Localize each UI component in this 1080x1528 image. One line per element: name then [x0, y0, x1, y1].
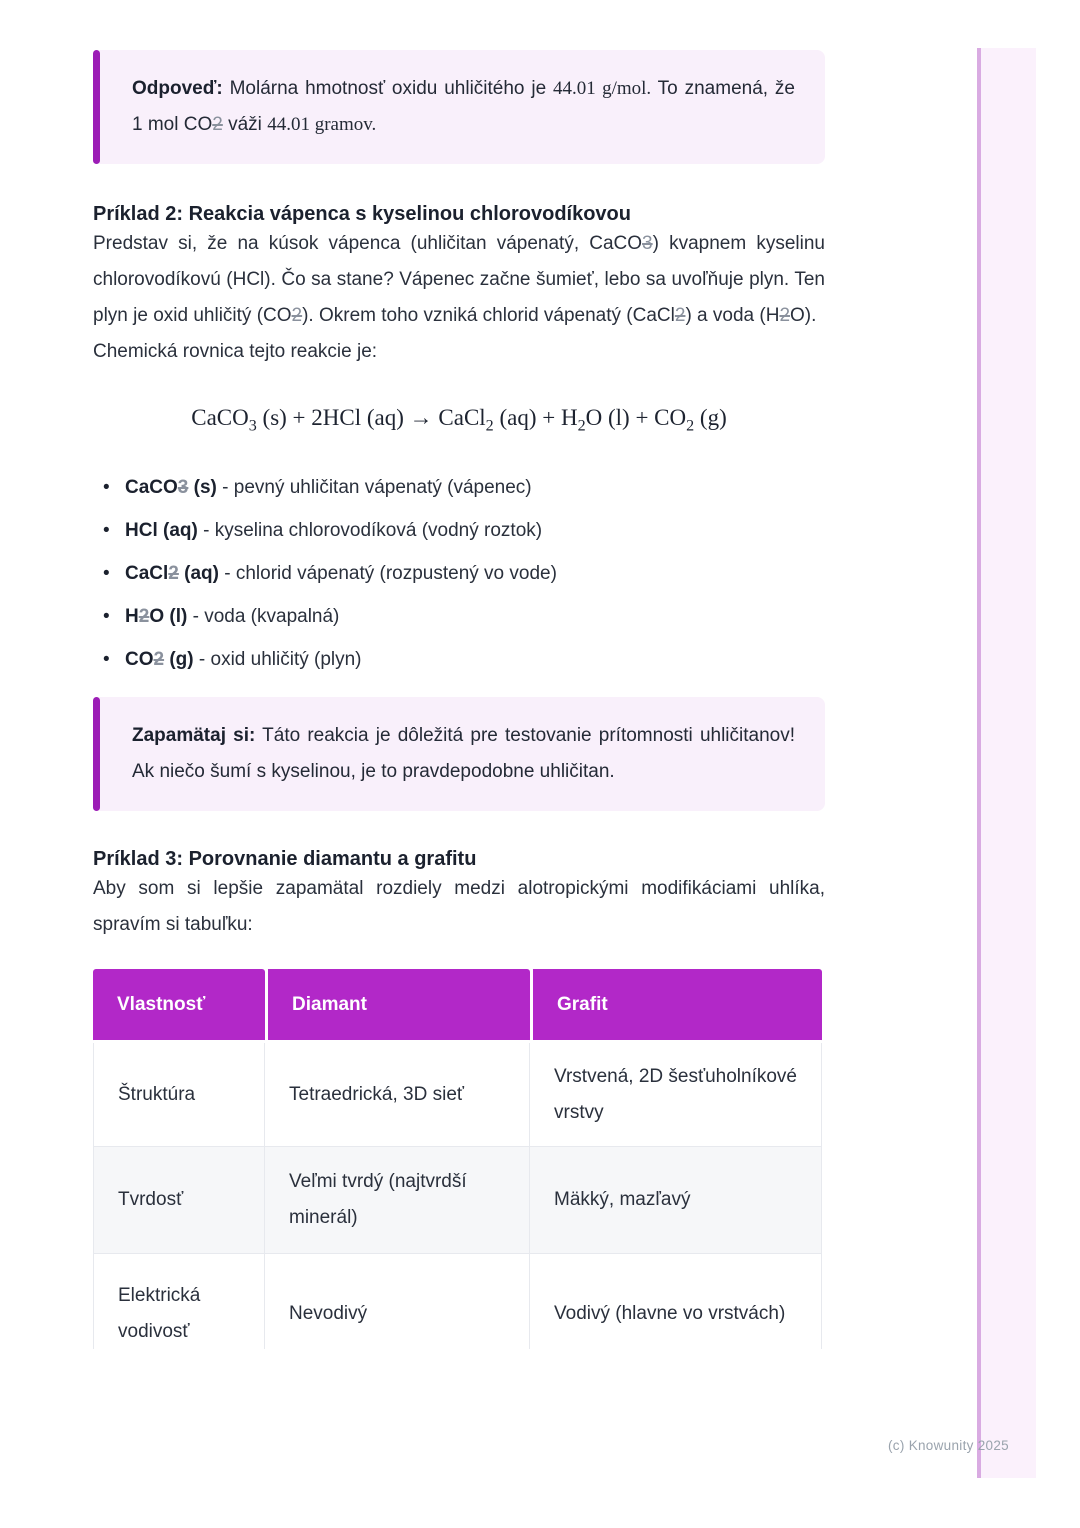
comparison-table [93, 969, 822, 1349]
table-cell: Vrstvená, 2D šesťuholníkové vrstvy [530, 1043, 822, 1147]
decorative-side-strip [977, 48, 1036, 1478]
remember-callout [93, 697, 825, 811]
list-item: • CaCl2 (aq) - chlorid vápenatý (rozpustený vo vode) [93, 560, 825, 588]
paragraph-priklad-2: Predstav si, že na kúsok vápenca (uhličitan vápenatý, CaCO3) kvapnem kyselinu chlorovodíkovú (HCl). Čo sa stane? Vápenec začne šumieť, lebo sa uvoľňuje plyn. Ten plyn je oxid uhličitý (CO2). Okrem toho vzniká chlorid vápenatý (CaCl2) a voda (H2O). [93, 233, 825, 326]
table-cell: Tvrdosť [93, 1147, 265, 1254]
copyright-footer: (c) Knowunity 2025 [888, 1438, 1009, 1453]
table-row [93, 1043, 822, 1147]
table-cell: Elektrická vodivosť [93, 1254, 265, 1349]
callout-accent-bar [93, 50, 100, 164]
remember-callout-text: Zapamätaj si: Táto reakcia je dôležitá pre testovanie prítomnosti uhličitanov! Ak niečo šumí s kyselinou, je to pravdepodobne uhličitan. [132, 725, 795, 782]
table-cell: Vodivý (hlavne vo vrstvách) [530, 1254, 822, 1349]
answer-callout [93, 50, 825, 164]
chemical-terms-list [93, 474, 825, 674]
list-item: • H2O (l) - voda (kvapalná) [93, 603, 825, 631]
table-cell: Nevodivý [265, 1254, 530, 1349]
table-cell: Štruktúra [93, 1043, 265, 1147]
chemical-equation: CaCO$_3$ (s) + 2HCl (aq) → CaCl$_2$ $(aq) + H_2O$ $(l) + CO_2$ (g) [191, 405, 727, 435]
table-cell: Tetraedrická, 3D sieť [265, 1043, 530, 1147]
section-heading-priklad-2: Príklad 2: Reakcia vápenca s kyselinou chlorovodíkovou [93, 203, 631, 225]
callout-accent-bar [93, 697, 100, 811]
table-header-cell: Vlastnosť [93, 969, 265, 1043]
paragraph-priklad-3: Aby som si lepšie zapamätal rozdiely medzi alotropickými modifikáciami uhlíka, spravím si tabuľku: [93, 878, 825, 935]
section-heading-priklad-3: Príklad 3: Porovnanie diamantu a grafitu [93, 848, 477, 870]
table-row [93, 1254, 822, 1349]
list-item: • HCl (aq) - kyselina chlorovodíková (vodný roztok) [93, 517, 825, 545]
table-header-row [93, 969, 822, 1043]
list-item: • CO2 (g) - oxid uhličitý (plyn) [93, 646, 825, 674]
comparison-table-wrap [93, 969, 822, 1349]
table-cell: Veľmi tvrdý (najtvrdší minerál) [265, 1147, 530, 1254]
table-header-cell: Diamant [265, 969, 530, 1043]
document-content [93, 0, 825, 1349]
answer-callout-text: Odpoveď: Molárna hmotnosť oxidu uhličitého je 44.01 g/mol. To znamená, že 1 mol CO2 váži 44.01 gramov. [132, 78, 795, 135]
list-item: • CaCO3 (s) - pevný uhličitan vápenatý (vápenec) [93, 474, 825, 502]
table-header-cell: Grafit [530, 969, 822, 1043]
table-body [93, 1043, 822, 1349]
equation-intro-text: Chemická rovnica tejto reakcie je: [93, 341, 378, 362]
table-cell: Mäkký, mazľavý [530, 1147, 822, 1254]
table-row [93, 1147, 822, 1254]
